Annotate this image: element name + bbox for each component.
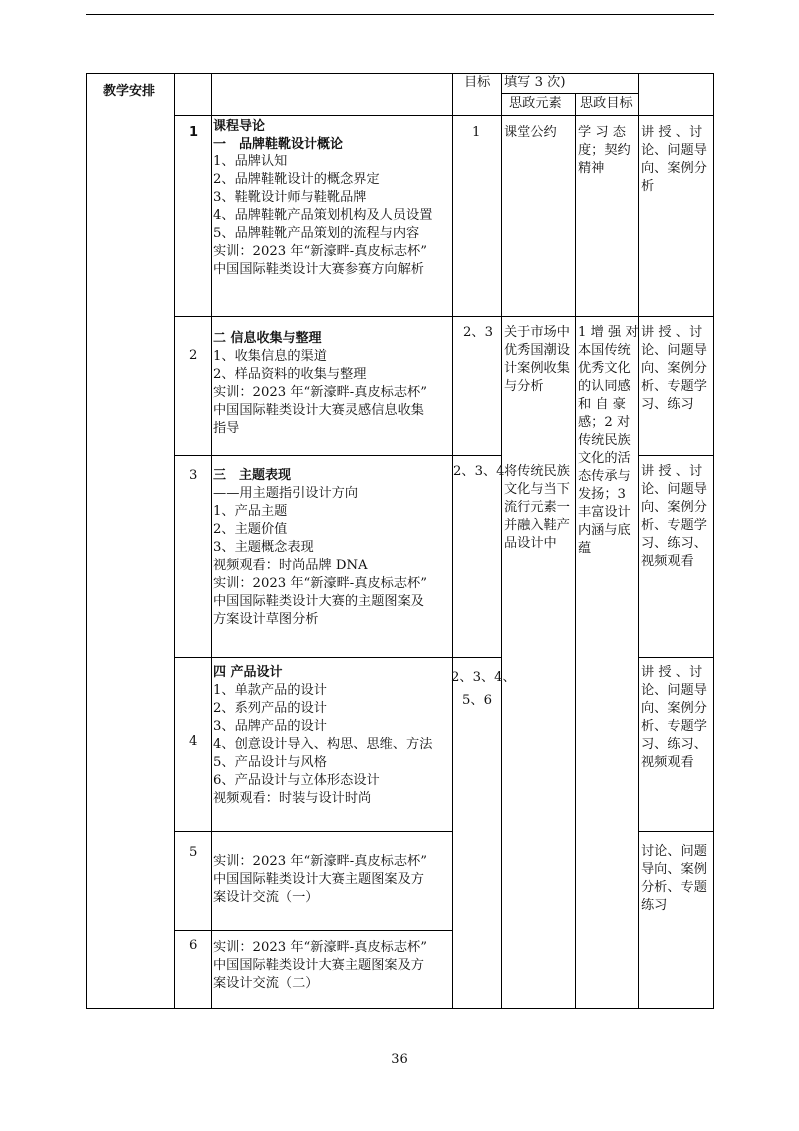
row-divider [174, 115, 714, 116]
method-line: 论、问题导 [641, 343, 707, 358]
ideology-element-line: 优秀国潮设 [504, 343, 570, 358]
method-line: 论、问题导 [641, 143, 707, 158]
row-divider [174, 316, 714, 317]
content-line: 2、样品资料的收集与整理 [213, 367, 367, 382]
goal-value: 2、3、4 [453, 464, 505, 479]
ideology-element-line: 关于市场中 [504, 325, 570, 340]
merged-goal-line: 和 自 豪 [578, 397, 626, 412]
table-border-left [86, 73, 87, 1008]
table-border-top [86, 73, 714, 74]
merged-goal-line: 传统民族 [578, 433, 631, 448]
ideology-goal-line: 精神 [578, 161, 605, 176]
content-line: 视频观看：时尚品牌 DNA [213, 558, 368, 573]
goal-value: 5、6 [462, 693, 492, 708]
col-divider [174, 73, 175, 1008]
method-line: 视频观看 [641, 554, 694, 569]
merged-goal-line: 态传承与 [578, 469, 631, 484]
method-line: 习、练习 [641, 397, 694, 412]
merged-goal-line: 本国传统 [578, 343, 631, 358]
row-number: 4 [189, 734, 198, 749]
content-line: 方案设计草图分析 [213, 612, 319, 627]
content-line: 3、品牌产品的设计 [213, 719, 327, 734]
row-number: 2 [189, 348, 198, 363]
row-divider [174, 455, 502, 456]
col-divider [575, 93, 576, 1008]
method-line: 析、专题学 [641, 379, 707, 394]
content-line: 3、主题概念表现 [213, 540, 314, 555]
goal-column-header: 目标 [464, 75, 491, 90]
fill-note: 填写 3 次) [504, 75, 566, 90]
content-line: 实训：2023 年“新濠畔-真皮标志杯” [213, 385, 427, 400]
method-line: 析、专题学 [641, 518, 707, 533]
table-border-bottom [86, 1008, 714, 1009]
content-line: 实训：2023 年“新濠畔-真皮标志杯” [213, 854, 427, 869]
content-line: ——用主题指引设计方向 [213, 486, 359, 501]
row-divider [501, 93, 639, 94]
method-line: 讲 授 、讨 [641, 665, 703, 680]
ideology-element-line: 并融入鞋产 [504, 518, 570, 533]
method-line: 练习 [641, 898, 668, 913]
row-divider [638, 657, 714, 658]
ideology-element-header: 思政元素 [509, 96, 562, 111]
content-line: 中国国际鞋类设计大赛灵感信息收集 [213, 403, 424, 418]
row-title: 二 信息收集与整理 [213, 331, 322, 346]
table-border-right [713, 73, 714, 1008]
content-line: 2、系列产品的设计 [213, 701, 327, 716]
content-line: 1、单款产品的设计 [213, 683, 327, 698]
ideology-element-line: 流行元素一 [504, 500, 570, 515]
col-divider [211, 73, 212, 1008]
content-line: 3、鞋靴设计师与鞋靴品牌 [213, 190, 367, 205]
row-divider [638, 455, 714, 456]
method-line: 向、案例分 [641, 361, 707, 376]
ideology-goal-line: 学 习 态 [578, 125, 626, 140]
row-title: 四 产品设计 [213, 665, 283, 680]
row-title: 三 主题表现 [213, 468, 292, 483]
ideology-goal-line: 度；契约 [578, 143, 631, 158]
row-number: 1 [189, 125, 199, 140]
merged-goal-line: 的认同感 [578, 379, 631, 394]
goal-value: 2、3 [463, 325, 493, 340]
method-line: 论、问题导 [641, 482, 707, 497]
row-divider [174, 657, 502, 658]
row-divider [638, 831, 714, 832]
content-line: 1、品牌认知 [213, 154, 288, 169]
content-line: 指导 [213, 421, 240, 436]
merged-goal-line: 1 增 强 对 [578, 325, 639, 340]
content-line: 中国国际鞋类设计大赛主题图案及方 [213, 958, 424, 973]
method-line: 论、问题导 [641, 683, 707, 698]
row-divider [174, 831, 453, 832]
method-line: 视频观看 [641, 755, 694, 770]
merged-goal-line: 感；2 对 [578, 415, 631, 430]
method-line: 析、专题学 [641, 719, 707, 734]
ideology-element: 课堂公约 [504, 125, 557, 140]
col-divider [501, 73, 502, 1008]
method-line: 向、案例分 [641, 161, 707, 176]
method-line: 向、案例分 [641, 701, 707, 716]
method-line: 讲 授 、讨 [641, 125, 703, 140]
merged-goal-line: 发扬；3 [578, 487, 626, 502]
method-line: 分析、专题 [641, 880, 707, 895]
merged-goal-line: 丰富设计 [578, 505, 631, 520]
col-divider [638, 73, 639, 1008]
ideology-element-line: 将传统民族 [504, 464, 570, 479]
method-line: 习、练习、 [641, 737, 707, 752]
content-line: 案设计交流（二） [213, 976, 319, 991]
row-number: 5 [189, 845, 198, 860]
row-number: 6 [189, 938, 198, 953]
content-line: 2、品牌鞋靴设计的概念界定 [213, 172, 380, 187]
row-number: 3 [189, 468, 198, 483]
merged-goal-line: 文化的活 [578, 451, 631, 466]
content-line: 5、产品设计与风格 [213, 755, 327, 770]
method-line: 习、练习、 [641, 536, 707, 551]
method-line: 讨论、问题 [641, 844, 707, 859]
content-line: 2、主题价值 [213, 522, 288, 537]
content-line: 实训：2023 年“新濠畔-真皮标志杯” [213, 244, 427, 259]
content-line: 5、品牌鞋靴产品策划的流程与内容 [213, 226, 420, 241]
ideology-goal-header: 思政目标 [580, 96, 633, 111]
content-line: 1、产品主题 [213, 504, 288, 519]
goal-value: 1 [472, 125, 481, 140]
content-line: 1、收集信息的渠道 [213, 349, 327, 364]
content-line: 案设计交流（一） [213, 890, 319, 905]
content-line: 实训：2023 年“新濠畔-真皮标志杯” [213, 576, 427, 591]
row-divider [174, 930, 453, 931]
method-line: 导向、案例 [641, 862, 707, 877]
method-line: 析 [641, 179, 655, 194]
col-divider [452, 73, 453, 1008]
ideology-element-line: 文化与当下 [504, 482, 570, 497]
content-line: 实训：2023 年“新濠畔-真皮标志杯” [213, 940, 427, 955]
content-line: 中国国际鞋类设计大赛主题图案及方 [213, 872, 424, 887]
content-line: 中国国际鞋类设计大赛参赛方向解析 [213, 262, 424, 277]
content-line: 4、创意设计导入、构思、思维、方法 [213, 737, 433, 752]
method-line: 讲 授 、讨 [641, 464, 703, 479]
content-line: 中国国际鞋类设计大赛的主题图案及 [213, 594, 424, 609]
ideology-element-line: 品设计中 [504, 536, 557, 551]
method-line: 讲 授 、讨 [641, 325, 703, 340]
content-line: 4、品牌鞋靴产品策划机构及人员设置 [213, 208, 433, 223]
method-line: 向、案例分 [641, 500, 707, 515]
ideology-element-line: 计案例收集 [504, 361, 570, 376]
merged-goal-line: 优秀文化 [578, 361, 631, 376]
merged-goal-line: 蕴 [578, 541, 592, 556]
merged-goal-line: 内涵与底 [578, 523, 631, 538]
content-line: 视频观看：时装与设计时尚 [213, 791, 372, 806]
goal-value: 2、3、4、 [451, 670, 516, 685]
row-subtitle: 一 品牌鞋靴设计概论 [213, 137, 344, 152]
content-line: 6、产品设计与立体形态设计 [213, 773, 380, 788]
ideology-element-line: 与分析 [504, 379, 544, 394]
page-number: 36 [391, 1052, 408, 1067]
section-label: 教学安排 [103, 84, 156, 99]
row-title: 课程导论 [213, 119, 266, 134]
